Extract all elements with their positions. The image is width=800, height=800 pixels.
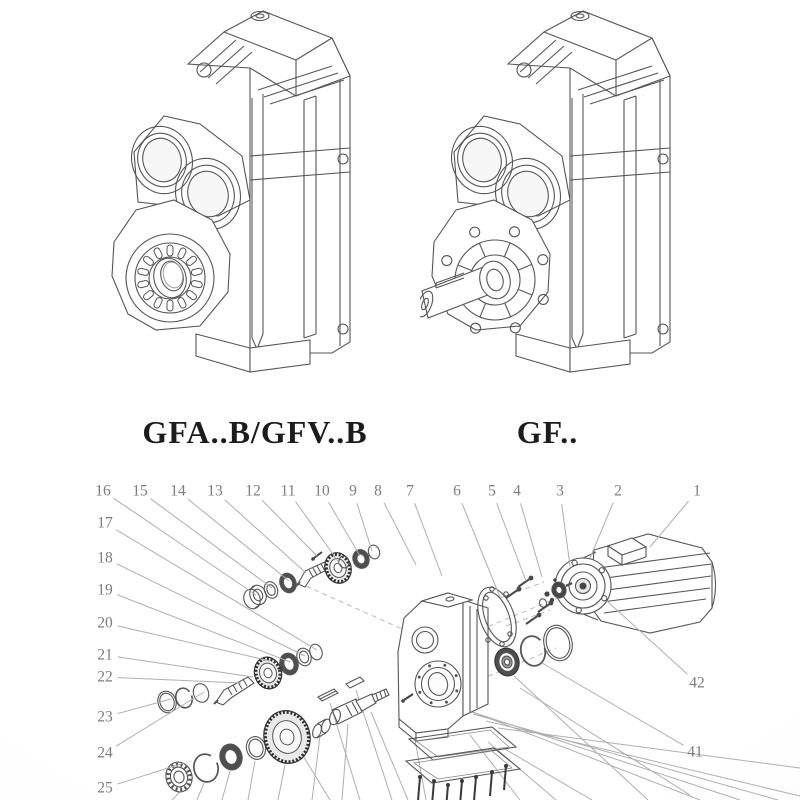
callout-number-42: 42 [689, 674, 705, 692]
callout-number-11: 11 [280, 482, 296, 500]
callout-number-3: 3 [556, 482, 564, 500]
callout-number-15: 15 [132, 482, 148, 500]
callout-number-24: 24 [97, 744, 113, 762]
callout-number-20: 20 [97, 614, 113, 632]
callout-number-21: 21 [97, 646, 113, 664]
model-label-gf: GF.. [516, 414, 579, 450]
callout-number-10: 10 [314, 482, 330, 500]
callout-number-6: 6 [453, 482, 461, 500]
callout-number-41: 41 [687, 743, 703, 761]
callout-number-8: 8 [374, 482, 382, 500]
callout-number-2: 2 [614, 482, 622, 500]
callout-number-9: 9 [349, 482, 357, 500]
callout-number-16: 16 [95, 482, 111, 500]
callout-number-17: 17 [97, 514, 113, 532]
callout-number-19: 19 [97, 581, 113, 599]
callout-number-14: 14 [170, 482, 186, 500]
model-label-gfa-gfv: GFA..B/GFV..B [142, 414, 368, 450]
callout-number-22: 22 [97, 668, 113, 686]
callout-number-12: 12 [245, 482, 261, 500]
callout-number-25: 25 [97, 779, 113, 797]
exploded-art [155, 534, 800, 800]
callout-number-18: 18 [97, 549, 113, 567]
callout-number-7: 7 [406, 482, 414, 500]
callout-number-13: 13 [207, 482, 223, 500]
callout-number-5: 5 [488, 482, 496, 500]
callout-number-23: 23 [97, 708, 113, 726]
callout-number-1: 1 [693, 482, 701, 500]
callout-number-4: 4 [513, 482, 521, 500]
